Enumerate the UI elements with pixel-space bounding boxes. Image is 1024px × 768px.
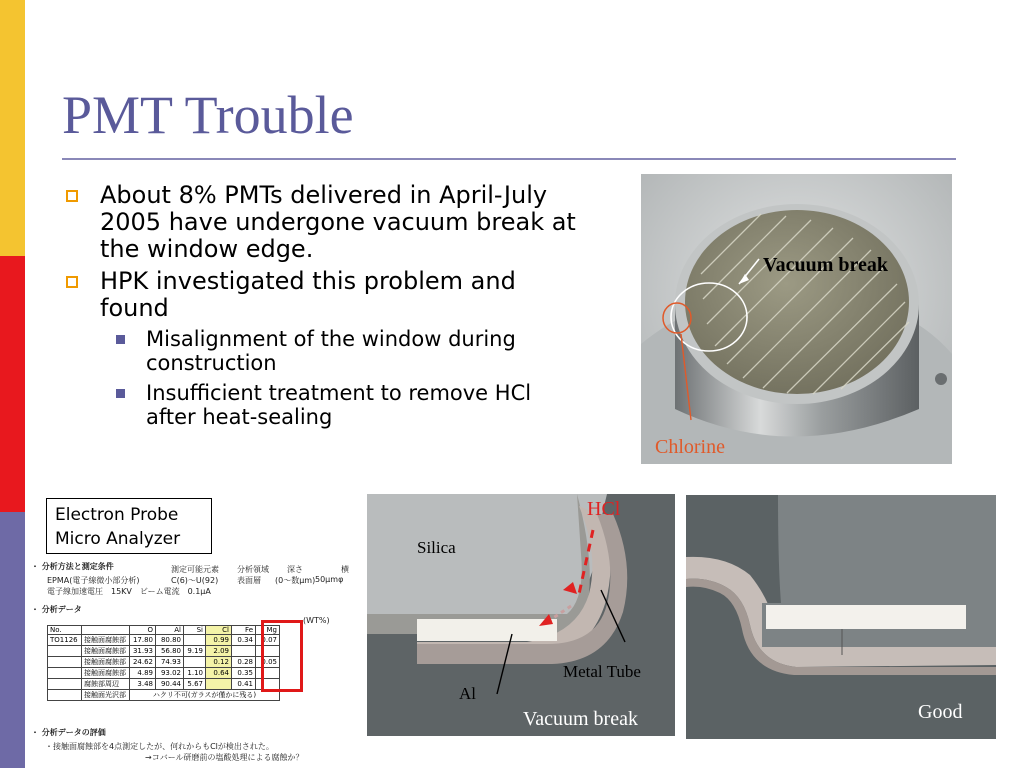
table-cell: 2.09 [206, 646, 232, 657]
chlorine-label: Chlorine [655, 436, 725, 458]
table-cell: 0.35 [232, 668, 256, 679]
table-header-cell: O [130, 626, 156, 635]
sub-bullet-item [62, 327, 582, 375]
chlorine-highlight-box [261, 620, 303, 692]
table-cell: 4.89 [130, 668, 156, 679]
accent-bar-blue [0, 512, 25, 768]
header-depth-value: (0～数μm) [275, 576, 316, 585]
square-bullet-icon [66, 190, 78, 202]
voltage-text: 電子線加速電圧 15KV ビーム電流 0.1μA [47, 587, 211, 596]
vacuum-break-caption: Vacuum break [523, 708, 638, 730]
al-label: Al [459, 684, 476, 703]
table-cell: 24.62 [130, 657, 156, 668]
slide-title: PMT Trouble [62, 85, 354, 145]
table-row [48, 668, 280, 679]
section-heading: ・ 分析データ [31, 605, 82, 614]
table-cell: 93.02 [156, 668, 184, 679]
hcl-label: HCl [587, 498, 621, 520]
table-cell [206, 679, 232, 690]
bullet-list [62, 182, 582, 435]
table-cell: 0.41 [232, 679, 256, 690]
table-cell: ハクリ不可(ガラスが僅かに残る) [130, 690, 280, 701]
table-cell: 0.64 [206, 668, 232, 679]
micrograph-illustration [367, 494, 675, 736]
table-header-cell: Mg [256, 626, 280, 635]
table-cell: 0.07 [256, 635, 280, 646]
table-row [48, 690, 280, 701]
table-cell: 3.48 [130, 679, 156, 690]
table-cell: 5.67 [184, 679, 206, 690]
evaluation-text: ・接触面腐蝕部を4点測定したが、何れからもClが検出された。 [45, 742, 274, 751]
table-cell [184, 657, 206, 668]
epma-caption-box [46, 498, 212, 554]
table-row [48, 635, 280, 646]
header-area-value: 表面層 [237, 576, 261, 585]
table-header-cell: No. [48, 626, 82, 635]
table-cell [48, 646, 82, 657]
bullet-item [62, 268, 582, 322]
silica-label: Silica [417, 538, 456, 557]
table-cell: 56.80 [156, 646, 184, 657]
table-cell: 0.12 [206, 657, 232, 668]
header-area: 分析領域 [237, 565, 269, 574]
metal-tube-label: Metal Tube [563, 662, 641, 681]
table-cell: 31.93 [130, 646, 156, 657]
section-heading: ・ 分析方法と測定条件 [31, 562, 114, 571]
table-cell: 90.44 [156, 679, 184, 690]
table-cell: 0.05 [256, 657, 280, 668]
table-cell [184, 635, 206, 646]
table-cell: 接触面腐蝕部 [82, 657, 130, 668]
table-cell: 接触面光沢部 [82, 690, 130, 701]
table-cell [48, 679, 82, 690]
title-divider [62, 158, 956, 160]
table-cell: 9.19 [184, 646, 206, 657]
table-header-cell [82, 626, 130, 635]
table-cell [48, 657, 82, 668]
table-cell: 接触面腐蝕部 [82, 646, 130, 657]
table-cell: 腐蝕部周辺 [82, 679, 130, 690]
table-cell: 80.80 [156, 635, 184, 646]
accent-bar-yellow [0, 0, 25, 256]
unit-label: (WT%) [303, 616, 330, 625]
bullet-text: About 8% PMTs delivered in April-July 2005 have undergone vacuum break at the window edge. [100, 181, 576, 263]
table-cell: 74.93 [156, 657, 184, 668]
table-cell [48, 668, 82, 679]
table-row [48, 657, 280, 668]
table-cell: 0.99 [206, 635, 232, 646]
vacuum-break-label: Vacuum break [763, 254, 889, 276]
sub-bullet-item [62, 381, 582, 429]
table-cell: 17.80 [130, 635, 156, 646]
header-elements-value: C(6)～U(92) [171, 576, 219, 585]
table-row [48, 646, 280, 657]
table-cell: 接触面腐蝕部 [82, 635, 130, 646]
table-cell: 接触面腐蝕部 [82, 668, 130, 679]
bullet-item [62, 182, 582, 263]
table-cell [48, 690, 82, 701]
pmt-photo [641, 174, 952, 464]
header-lateral: 横 [341, 565, 349, 574]
epma-data-table [47, 625, 280, 701]
vacuum-break-micrograph [367, 494, 675, 736]
good-caption: Good [918, 701, 963, 723]
filled-square-bullet-icon [116, 335, 125, 344]
section-heading: ・ 分析データの評価 [31, 728, 106, 737]
table-header-cell: Al [156, 626, 184, 635]
table-cell: TO1126 [48, 635, 82, 646]
table-cell: 0.28 [232, 657, 256, 668]
table-header-cell: Cl [206, 626, 232, 635]
bullet-text: HPK investigated this problem and found [100, 267, 516, 322]
epma-caption-line: Electron Probe [55, 505, 179, 525]
table-header-cell: Si [184, 626, 206, 635]
square-bullet-icon [66, 276, 78, 288]
table-cell [232, 646, 256, 657]
accent-bar-red [0, 256, 25, 512]
header-elements: 測定可能元素 [171, 565, 219, 574]
table-header-cell: Fe [232, 626, 256, 635]
filled-square-bullet-icon [116, 389, 125, 398]
evaluation-text: →コバール研磨前の塩酸処理による腐蝕か？ [145, 753, 304, 762]
header-depth: 深さ [287, 565, 303, 574]
method-text: EPMA(電子線微小部分析) [47, 576, 140, 585]
header-lateral-value: 50μmφ [315, 575, 344, 584]
epma-caption-line: Micro Analyzer [55, 529, 181, 549]
sub-bullet-text: Misalignment of the window during construction [146, 327, 516, 375]
table-row [48, 679, 280, 690]
sub-bullet-text: Insufficient treatment to remove HCl after heat-sealing [146, 381, 532, 429]
table-header-row [48, 626, 280, 635]
table-cell: 1.10 [184, 668, 206, 679]
table-cell: 0.34 [232, 635, 256, 646]
good-micrograph [686, 495, 996, 739]
pmt-photo-illustration [641, 174, 952, 464]
